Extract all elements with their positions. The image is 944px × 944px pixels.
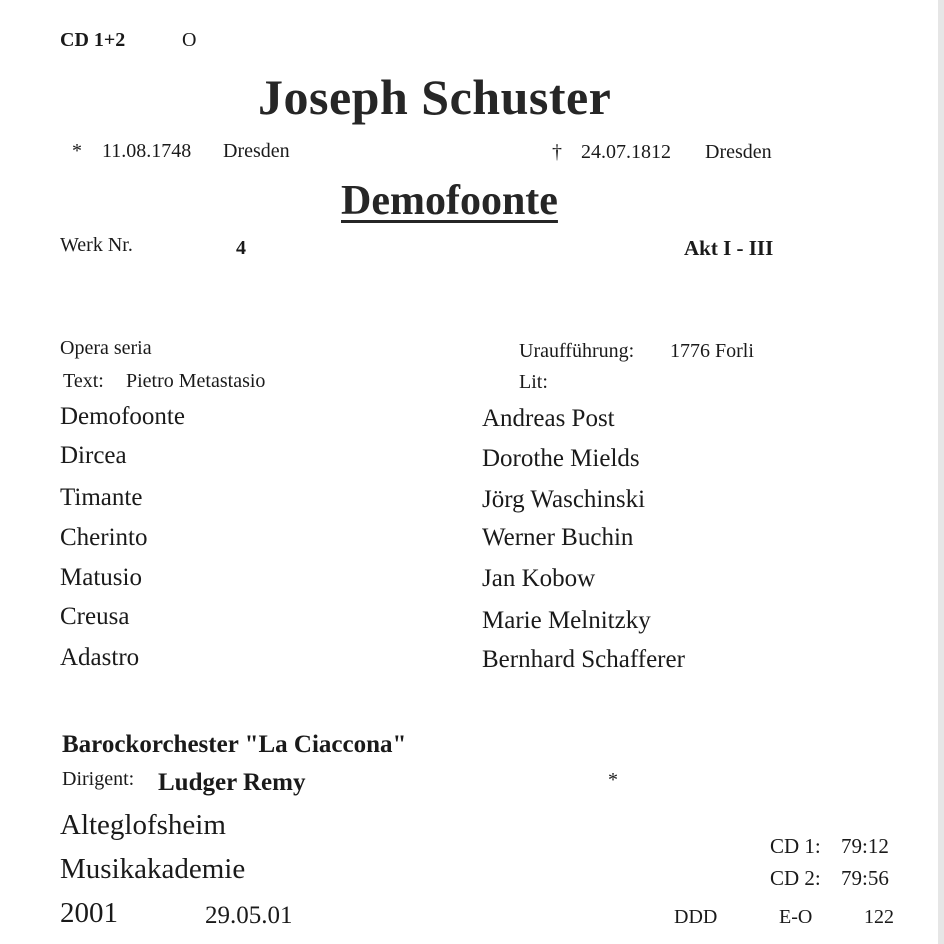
cd1-label: CD 1: (770, 834, 821, 858)
recording-date: 29.05.01 (205, 902, 293, 929)
cast-role: Demofoonte (60, 403, 185, 430)
cast-singer: Bernhard Schafferer (482, 646, 685, 673)
format: DDD (674, 906, 718, 928)
death-date: 24.07.1812 (581, 141, 671, 163)
conductor: Ludger Remy (158, 769, 306, 796)
cast-role: Dircea (60, 442, 127, 469)
cast-singer: Werner Buchin (482, 524, 634, 551)
star-marker: * (608, 769, 618, 791)
recording-year: 2001 (60, 897, 118, 929)
cast-role: Cherinto (60, 524, 148, 551)
birth-place: Dresden (223, 140, 290, 162)
librettist: Pietro Metastasio (126, 370, 266, 392)
catalog-code: E-O (779, 906, 813, 928)
birth-date: 11.08.1748 (102, 140, 192, 162)
venue-line-1: Alteglofsheim (60, 809, 226, 841)
catalog-number: 122 (864, 906, 894, 928)
cast-singer: Jan Kobow (482, 565, 596, 592)
cast-role: Adastro (60, 644, 140, 671)
birth-symbol: * (72, 140, 82, 162)
cast-role: Creusa (60, 603, 130, 630)
cast-singer: Marie Melnitzky (482, 607, 651, 634)
werk-label: Werk Nr. (60, 234, 133, 256)
cd1-time: 79:12 (841, 834, 889, 858)
orchestra: Barockorchester "La Ciaccona" (62, 731, 407, 758)
cast-role: Matusio (60, 564, 142, 591)
scan-edge-divider (938, 0, 944, 944)
work-title: Demofoonte (341, 178, 558, 224)
lit-label: Lit: (519, 371, 548, 393)
venue-line-2: Musikakademie (60, 853, 246, 885)
text-label: Text: (63, 370, 104, 392)
premiere-label: Uraufführung: (519, 340, 635, 362)
cd2-time: 79:56 (841, 866, 889, 890)
acts: Akt I - III (684, 236, 774, 260)
conductor-label: Dirigent: (62, 768, 135, 790)
composer-name: Joseph Schuster (258, 69, 612, 125)
cast-role: Timante (60, 484, 143, 511)
marker: O (182, 29, 197, 51)
death-place: Dresden (705, 141, 772, 163)
cast-singer: Andreas Post (482, 405, 615, 432)
premiere: 1776 Forli (670, 340, 754, 362)
cd-label: CD 1+2 (60, 29, 126, 51)
cast-singer: Jörg Waschinski (482, 486, 646, 513)
cast-singer: Dorothe Mields (482, 445, 640, 472)
death-symbol: † (552, 141, 562, 163)
genre: Opera seria (60, 337, 152, 359)
werk-number: 4 (236, 237, 246, 259)
cd2-label: CD 2: (770, 866, 821, 890)
